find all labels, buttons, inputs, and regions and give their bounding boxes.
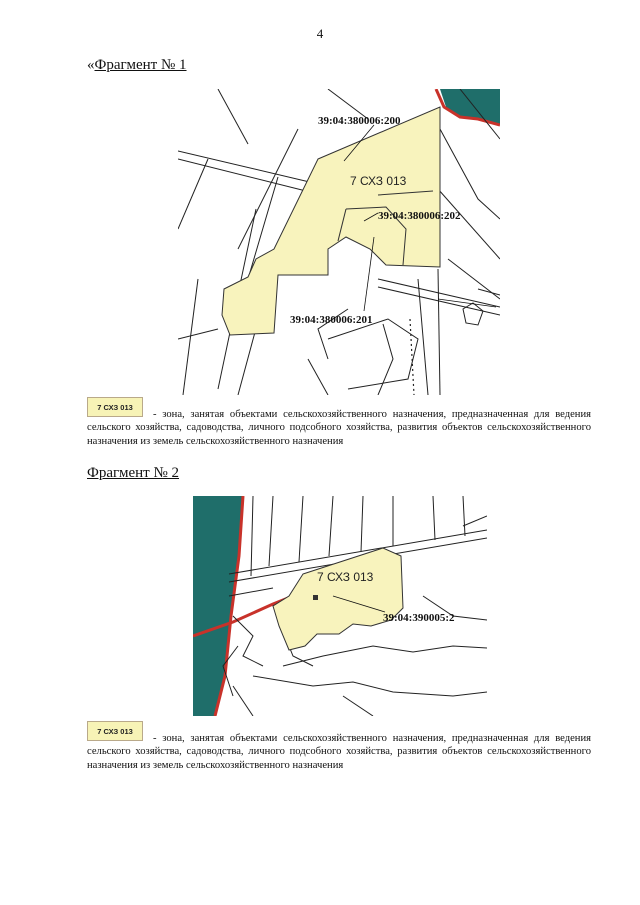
fragment-1-parcel-label: 39:04:380006:201 (290, 314, 373, 326)
fragment-2-heading (87, 465, 179, 482)
fragment-1-parcel-label: 39:04:380006:202 (378, 210, 461, 222)
page-number: 4 (316, 26, 324, 41)
fragment-1-parcel-label: 39:04:380006:200 (318, 115, 401, 127)
fragment-1-title: Фрагмент № 1 (94, 57, 187, 73)
fragment-2-title: Фрагмент № 2 (87, 465, 180, 481)
fragment-1-map-drawing (178, 89, 500, 395)
fragment-2-map-drawing (193, 496, 487, 716)
fragment-2-legend-text: - зона, занятая объектами сельскохозяйственного назначения, предназначенная для ведения сельского хозяйства, садоводства, личного подсобного хозяйства, развития объектов сельскохозяйственного назначения из земель сельскохозяйственного назначения (87, 733, 591, 771)
fragment-2-zone-label: 7 СХЗ 013 (317, 570, 374, 584)
fragment-1-map (178, 89, 500, 395)
fragment-2-map (193, 496, 487, 716)
fragment-2-legend-badge: 7 СХЗ 013 (87, 721, 143, 741)
water-area (193, 496, 243, 716)
fragment-1-zone-label: 7 СХЗ 013 (350, 174, 407, 188)
fragment-2-parcel-label: 39:04:390005:2 (383, 612, 455, 624)
fragment-1-prefix: « (87, 57, 95, 73)
parcel-marker (313, 595, 318, 600)
fragment-1-heading (87, 57, 187, 74)
fragment-1-legend-badge: 7 СХЗ 013 (87, 397, 143, 417)
fragment-1-legend-text: - зона, занятая объектами сельскохозяйственного назначения, предназначенная для ведения сельского хозяйства, садоводства, личного подсобного хозяйства, развития объектов сельскохозяйственного назначения из земель сельскохозяйственного назначения (87, 409, 591, 447)
